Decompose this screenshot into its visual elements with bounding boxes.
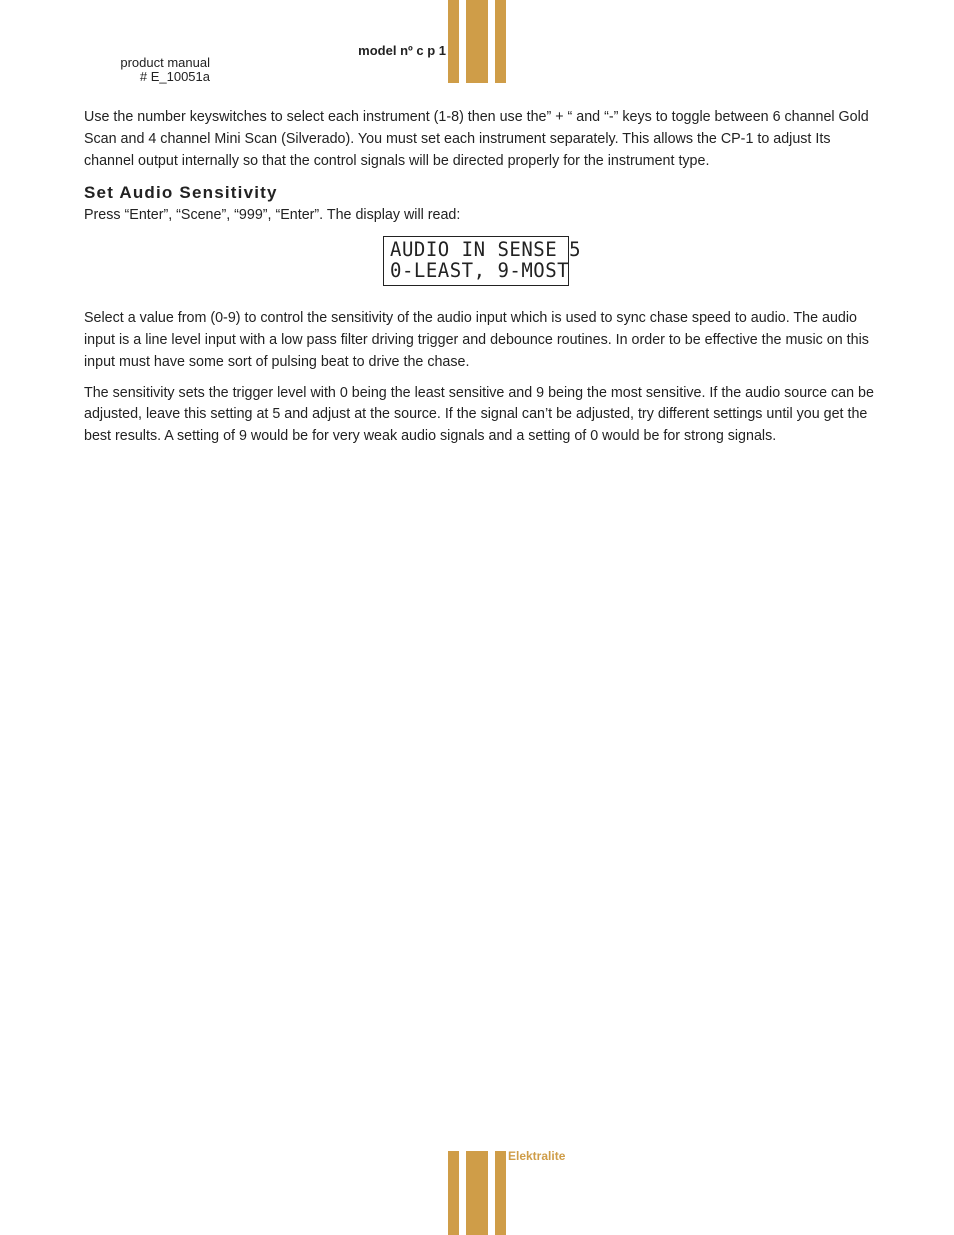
document-number: # E_10051a	[139, 68, 210, 84]
header-bar-3	[495, 0, 506, 83]
footer-bar-2	[466, 1151, 488, 1235]
page-content	[84, 107, 874, 448]
model-number: model nº c p 1	[358, 43, 446, 58]
footer-bar-3	[495, 1151, 506, 1235]
document-type: product manual	[120, 55, 210, 70]
lcd-line-2: 0-LEAST, 9-MOST	[390, 259, 570, 283]
intro-paragraph: Use the number keyswitches to select each instrument (1-8) then use the” + “ and “-” keys to toggle between 6 channel Gold Scan and 4 channel Mini Scan (Silverado). You must set each instrument separately. This allows the CP-1 to adjust Its channel output internally so that the control signals will be directed properly for the instrument type.	[84, 109, 869, 169]
header-bar-1	[448, 0, 459, 83]
brand-name: Elektralite	[508, 1149, 566, 1163]
lcd-line-1: AUDIO IN SENSE 5	[390, 238, 582, 262]
lcd-display	[383, 236, 582, 286]
select-value-paragraph: Select a value from (0-9) to control the sensitivity of the audio input which is used to sync chase speed to audio. The audio input is a line level input with a low pass filter driving trigger and debounce routines. In order to be effective the music on this input must have some sort of pulsing beat to drive the chase.	[84, 310, 869, 370]
footer-bar-1	[448, 1151, 459, 1235]
section-title: Set Audio Sensitivity	[84, 183, 278, 203]
document-info	[100, 56, 210, 83]
instruction-text: Press “Enter”, “Scene”, “999”, “Enter”. The display will read:	[84, 207, 461, 224]
sensitivity-paragraph: The sensitivity sets the trigger level with 0 being the least sensitive and 9 being the most sensitive. If the audio source can be adjusted, leave this setting at 5 and adjust at the source. If the signal can’t be adjusted, try different settings until you get the best results. A setting of 9 would be for very weak audio signals and a setting of 0 would be for strong signals.	[84, 384, 874, 445]
header-bar-2	[466, 0, 488, 83]
